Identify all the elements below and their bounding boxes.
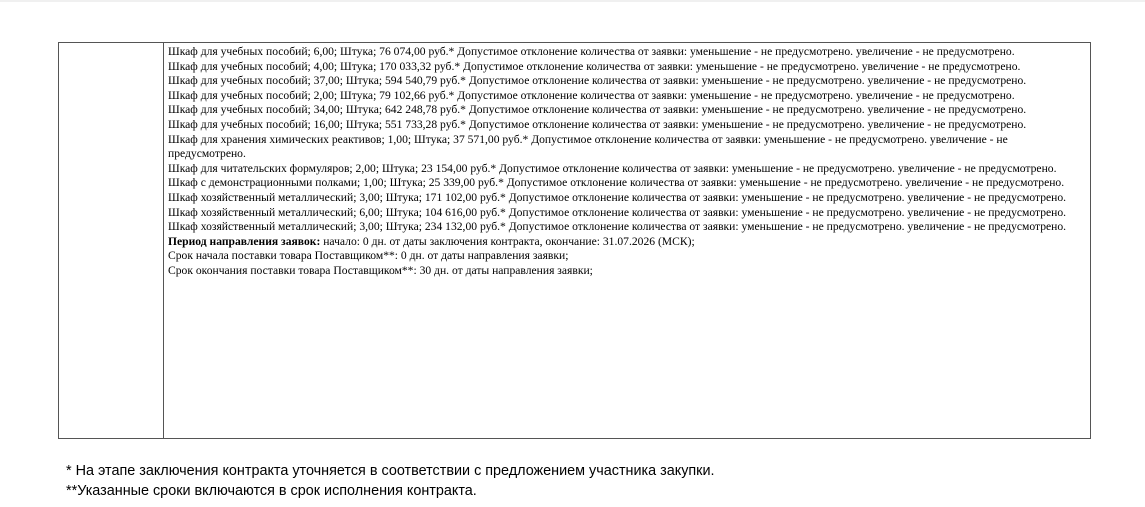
table-right-cell <box>164 43 1090 438</box>
list-item: Шкаф для учебных пособий; 6,00; Штука; 76 074,00 руб.* Допустимое отклонение количества от заявки: уменьшение - не предусмотрено. увеличение - не предусмотрено. <box>168 45 1015 58</box>
list-item: Шкаф с демонстрационными полками; 1,00; Штука; 25 339,00 руб.* Допустимое отклонение количества от заявки: уменьшение - не предусмотрено. увеличение - не предусмотрено. <box>168 176 1065 190</box>
list-item: Шкаф для учебных пособий; 34,00; Штука; 642 248,78 руб.* Допустимое отклонение количества от заявки: уменьшение - не предусмотрено. увеличение - не предусмотрено. <box>168 103 1027 117</box>
list-item: Шкаф хозяйственный металлический; 3,00; Штука; 234 132,00 руб.* Допустимое отклонение количества от заявки: уменьшение - не предусмотрено. увеличение - не предусмотрено. <box>168 220 1067 234</box>
period-line <box>168 235 1080 250</box>
list-item: Шкаф для хранения химических реактивов; 1,00; Штука; 37 571,00 руб.* Допустимое отклонение количества от заявки: уменьшение - не предусмотрено. увеличение - не предусмотрено. <box>168 132 1008 161</box>
list-item: Шкаф хозяйственный металлический; 3,00; Штука; 171 102,00 руб.* Допустимое отклонение количества от заявки: уменьшение - не предусмотрено. увеличение - не предусмотрено. <box>168 190 1067 204</box>
list-item: Шкаф хозяйственный металлический; 6,00; Штука; 104 616,00 руб.* Допустимое отклонение количества от заявки: уменьшение - не предусмотрено. увеличение - не предусмотрено. <box>168 205 1067 219</box>
footnote-terms: **Указанные сроки включаются в срок исполнения контракта. <box>66 483 477 499</box>
top-divider <box>0 0 1145 2</box>
list-item: Шкаф для учебных пособий; 4,00; Штука; 170 033,32 руб.* Допустимое отклонение количества от заявки: уменьшение - не предусмотрено. увеличение - не предусмотрено. <box>168 59 1021 73</box>
list-item: Шкаф для учебных пособий; 2,00; Штука; 79 102,66 руб.* Допустимое отклонение количества от заявки: уменьшение - не предусмотрено. увеличение - не предусмотрено. <box>168 88 1015 102</box>
list-item: Шкаф для читательских формуляров; 2,00; Штука; 23 154,00 руб.* Допустимое отклонение количества от заявки: уменьшение - не предусмотрено. увеличение - не предусмотрено. <box>168 161 1057 175</box>
period-value: начало: 0 дн. от даты заключения контракта, окончание: 31.07.2026 (МСК); <box>320 234 695 248</box>
footnote-price: * На этапе заключения контракта уточняется в соответствии с предложением участника закупки. <box>66 463 715 479</box>
table-left-cell <box>59 43 164 438</box>
goods-table <box>58 42 1091 439</box>
footnotes <box>66 461 715 501</box>
list-item: Шкаф для учебных пособий; 37,00; Штука; 594 540,79 руб.* Допустимое отклонение количества от заявки: уменьшение - не предусмотрено. увеличение - не предусмотрено. <box>168 74 1027 88</box>
delivery-end-line: Срок окончания поставки товара Поставщиком**: 30 дн. от даты направления заявки; <box>168 263 593 277</box>
list-item: Шкаф для учебных пособий; 16,00; Штука; 551 733,28 руб.* Допустимое отклонение количества от заявки: уменьшение - не предусмотрено. увеличение - не предусмотрено. <box>168 117 1027 131</box>
delivery-start-line: Срок начала поставки товара Поставщиком**: 0 дн. от даты направления заявки; <box>168 249 569 263</box>
period-label: Период направления заявок: <box>168 234 321 248</box>
